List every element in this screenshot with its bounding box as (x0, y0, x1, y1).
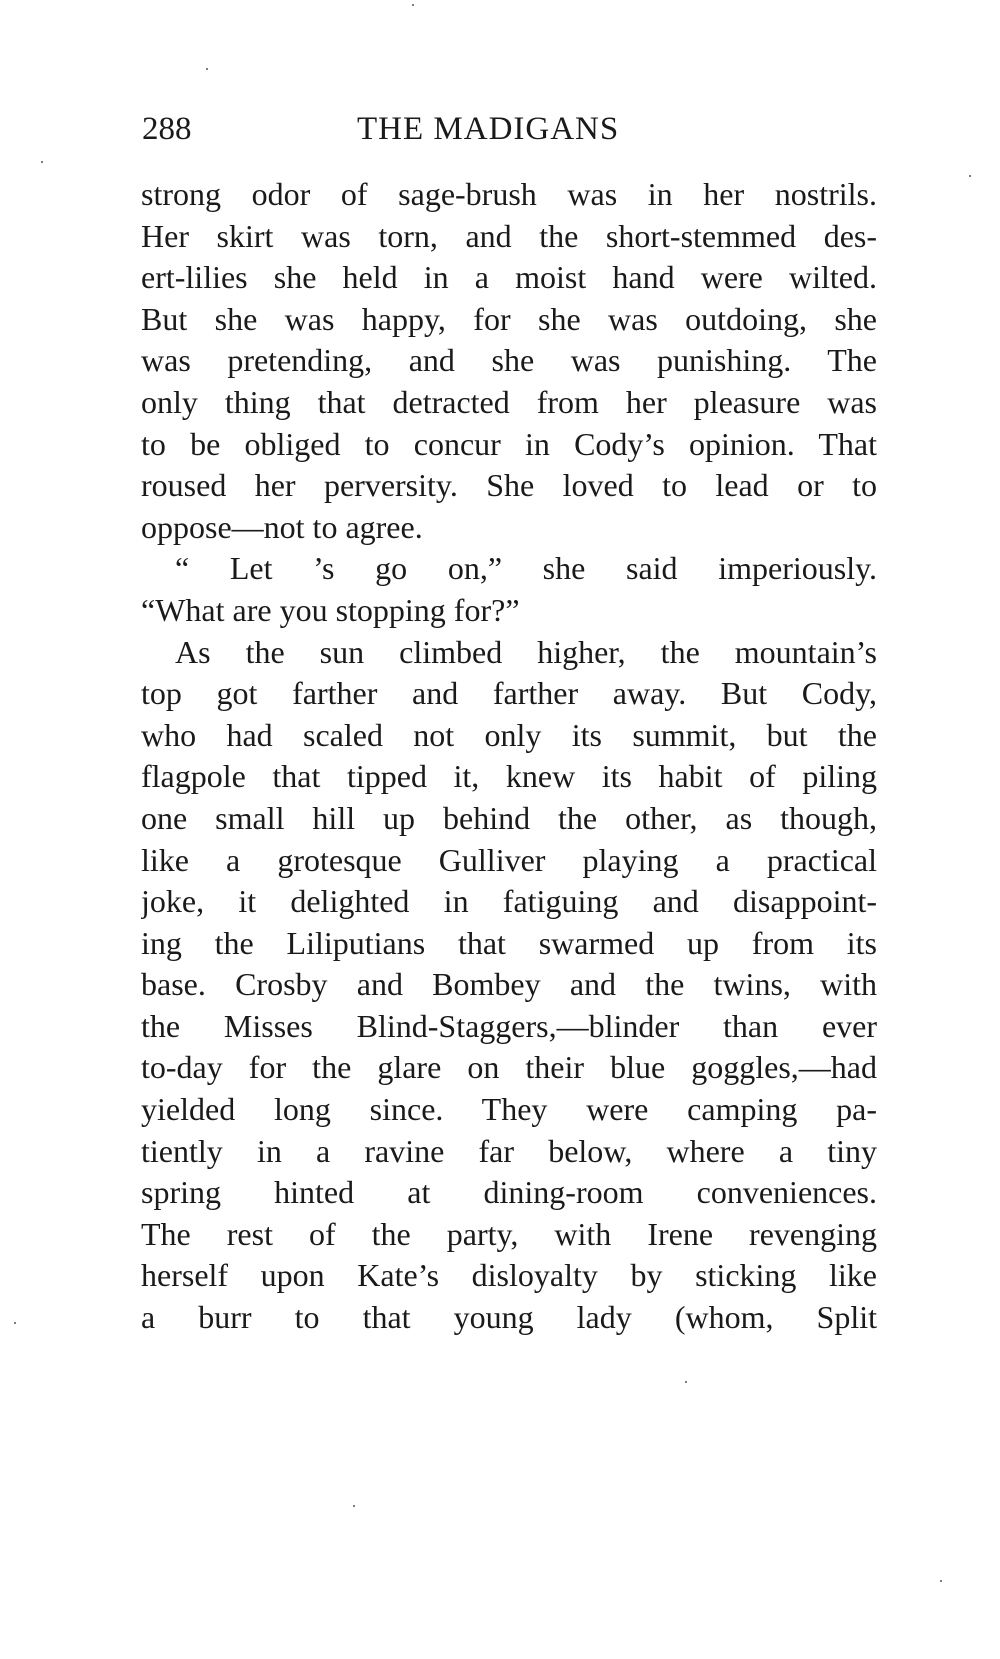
text-line: ing the Liliputians that swarmed up from its (141, 924, 877, 961)
scan-speck (412, 4, 414, 6)
scan-speck (41, 161, 43, 163)
text-line: who had scaled not only its summit, but the (141, 716, 877, 753)
running-title: THE MADIGANS (357, 111, 620, 147)
text-line: was pretending, and she was punishing. The (141, 342, 877, 379)
text-line: to be obliged to concur in Cody’s opinion. That (141, 425, 877, 462)
scan-speck (353, 1505, 355, 1507)
text-line: ert-lilies she held in a moist hand were wilted. (141, 259, 877, 296)
text-line: roused her perversity. She loved to lead or to (141, 467, 877, 504)
scan-speck (14, 1322, 16, 1324)
text-line: yielded long since. They were camping pa- (141, 1091, 877, 1128)
text-line: “What are you stopping for?” (141, 591, 520, 628)
scan-speck (969, 175, 971, 177)
text-line: spring hinted at dining-room conveniences. (141, 1174, 877, 1211)
text-line: top got farther and farther away. But Cody, (141, 675, 877, 712)
text-line: As the sun climbed higher, the mountain’s (175, 633, 877, 670)
text-line: a burr to that young lady (whom, Split (141, 1299, 877, 1336)
text-line: oppose—not to agree. (141, 508, 423, 545)
running-head (142, 109, 668, 149)
text-line: joke, it delighted in fatiguing and disappoint- (141, 883, 877, 920)
text-line: tiently in a ravine far below, where a tiny (141, 1132, 877, 1169)
text-line: to-day for the glare on their blue goggles,—had (141, 1049, 877, 1086)
text-line: base. Crosby and Bombey and the twins, with (141, 966, 877, 1003)
text-line: flagpole that tipped it, knew its habit of piling (141, 758, 877, 795)
text-line: “ Let ’s go on,” she said imperiously. (175, 550, 877, 587)
scan-speck (940, 1580, 942, 1582)
text-line: But she was happy, for she was outdoing, she (141, 300, 877, 337)
text-line: like a grotesque Gulliver playing a practical (141, 841, 877, 878)
text-line: the Misses Blind-Staggers,—blinder than ever (141, 1007, 877, 1044)
scan-speck (206, 68, 208, 70)
text-line: The rest of the party, with Irene revenging (141, 1215, 877, 1252)
page-number: 288 (142, 111, 192, 147)
text-line: only thing that detracted from her pleasure was (141, 383, 877, 420)
text-line: one small hill up behind the other, as though, (141, 799, 877, 836)
text-line: herself upon Kate’s disloyalty by sticking like (141, 1257, 877, 1294)
text-line: strong odor of sage-brush was in her nostrils. (141, 176, 877, 212)
scan-speck (685, 1381, 687, 1383)
text-line: Her skirt was torn, and the short-stemmed des- (141, 217, 877, 254)
body-text (141, 174, 877, 1339)
